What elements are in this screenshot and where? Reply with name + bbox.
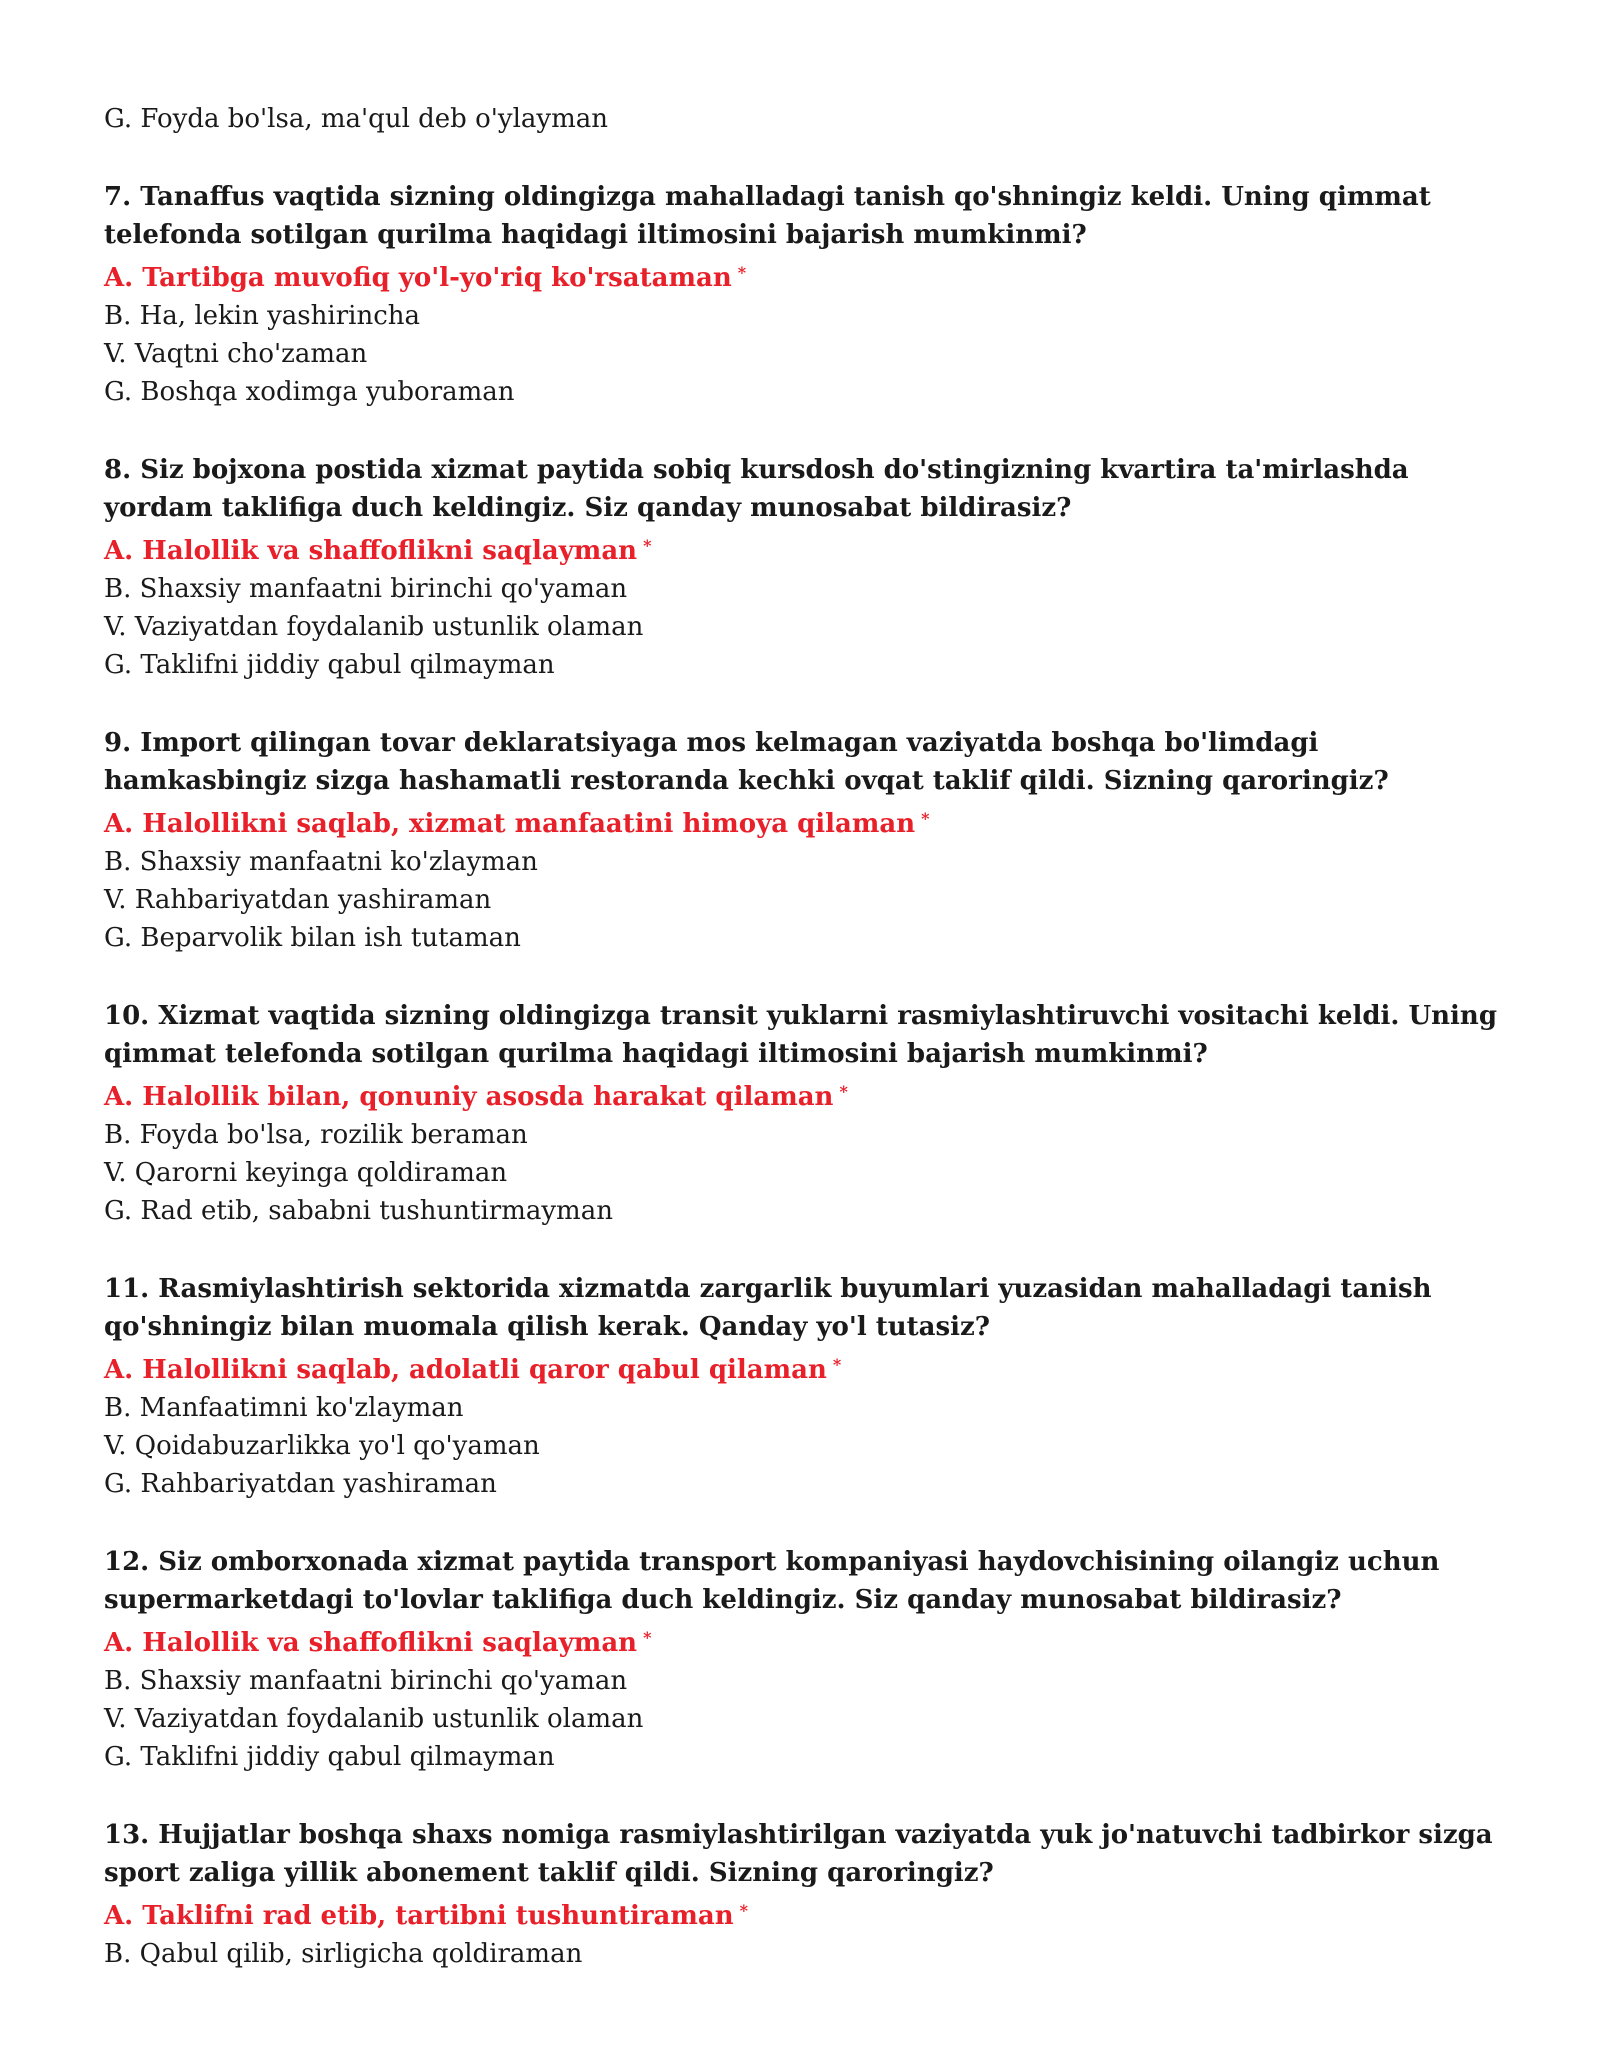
- question-block: [104, 1543, 1524, 1776]
- answer-option: B. Manfaatimni ko'zlayman: [104, 1393, 464, 1423]
- answer-option: G. Taklifni jiddiy qabul qilmayman: [104, 650, 555, 680]
- question-block: [104, 1270, 1524, 1503]
- correct-answer-text: A. Halollik va shaffoflikni saqlayman: [104, 1628, 638, 1658]
- correct-answer-text: A. Tartibga muvofiq yo'l-yo'riq ko'rsataman: [104, 263, 732, 293]
- question-text: 11. Rasmiylashtirish sektorida xizmatda zargarlik buyumlari yuzasidan mahalladagi tanish qo'shningiz bilan muomala qilish kerak. Qanday yo'l tutasiz?: [104, 1274, 1432, 1342]
- correct-answer-text: A. Halollikni saqlab, xizmat manfaatini himoya qilaman: [104, 809, 916, 839]
- answer-option: V. Vaqtni cho'zaman: [104, 339, 368, 369]
- question-block: [104, 1816, 1524, 1973]
- correct-answer: [104, 254, 1524, 297]
- question-text: 8. Siz bojxona postida xizmat paytida sobiq kursdosh do'stingizning kvartira ta'mirlashda yordam taklifiga duch keldingiz. Siz qanday munosabat bildirasiz?: [104, 455, 1409, 523]
- answer-option: G. Rahbariyatdan yashiraman: [104, 1469, 497, 1499]
- correct-marker-icon: *: [737, 263, 747, 282]
- question-text: 9. Import qilingan tovar deklaratsiyaga mos kelmagan vaziyatda boshqa bo'limdagi hamkasbingiz sizga hashamatli restoranda kechki ovqat taklif qildi. Sizning qaroringiz?: [104, 728, 1389, 796]
- correct-answer: [104, 1619, 1524, 1662]
- correct-answer: [104, 1346, 1524, 1389]
- correct-answer: [104, 1892, 1524, 1935]
- answer-option: V. Vaziyatdan foydalanib ustunlik olaman: [104, 612, 644, 642]
- correct-answer-text: A. Taklifni rad etib, tartibni tushuntiraman: [104, 1901, 734, 1931]
- answer-option: G. Beparvolik bilan ish tutaman: [104, 923, 521, 953]
- correct-marker-icon: *: [839, 1082, 848, 1101]
- leading-option: G. Foyda bo'lsa, ma'qul deb o'ylayman: [104, 104, 608, 134]
- question-block: [104, 724, 1524, 957]
- question-text: 7. Tanaffus vaqtida sizning oldingizga mahalladagi tanish qo'shningiz keldi. Uning qimmat telefonda sotilgan qurilma haqidagi iltimosini bajarish mumkinmi?: [104, 182, 1431, 250]
- answer-option: B. Shaxsiy manfaatni birinchi qo'yaman: [104, 574, 628, 604]
- correct-answer-text: A. Halollik va shaffoflikni saqlayman: [104, 536, 638, 566]
- answer-option: B. Shaxsiy manfaatni birinchi qo'yaman: [104, 1666, 628, 1696]
- answer-option: B. Ha, lekin yashirincha: [104, 301, 421, 331]
- question-list: [104, 178, 1524, 1973]
- correct-marker-icon: *: [739, 1901, 749, 1920]
- correct-answer: [104, 1073, 1524, 1116]
- question-block: [104, 178, 1524, 411]
- question-text: 10. Xizmat vaqtida sizning oldingizga transit yuklarni rasmiylashtiruvchi vositachi keldi. Uning qimmat telefonda sotilgan qurilma haqidagi iltimosini bajarish mumkinmi?: [104, 1001, 1498, 1069]
- document-page: [104, 100, 1524, 1973]
- answer-option: B. Qabul qilib, sirligicha qoldiraman: [104, 1939, 583, 1969]
- answer-option: G. Boshqa xodimga yuboraman: [104, 377, 515, 407]
- correct-marker-icon: *: [643, 536, 652, 555]
- answer-option: V. Qoidabuzarlikka yo'l qo'yaman: [104, 1431, 540, 1461]
- correct-marker-icon: *: [921, 809, 930, 828]
- question-block: [104, 451, 1524, 684]
- correct-marker-icon: *: [832, 1355, 842, 1374]
- answer-option: V. Qarorni keyinga qoldiraman: [104, 1158, 508, 1188]
- answer-option: V. Vaziyatdan foydalanib ustunlik olaman: [104, 1704, 644, 1734]
- answer-option: B. Foyda bo'lsa, rozilik beraman: [104, 1120, 528, 1150]
- correct-answer-text: A. Halollik bilan, qonuniy asosda harakat qilaman: [104, 1082, 834, 1112]
- correct-answer: [104, 800, 1524, 843]
- question-block: [104, 997, 1524, 1230]
- answer-option: G. Taklifni jiddiy qabul qilmayman: [104, 1742, 555, 1772]
- question-text: 12. Siz omborxonada xizmat paytida transport kompaniyasi haydovchisining oilangiz uchun supermarketdagi to'lovlar taklifiga duch keldingiz. Siz qanday munosabat bildirasiz?: [104, 1547, 1440, 1615]
- correct-answer-text: A. Halollikni saqlab, adolatli qaror qabul qilaman: [104, 1355, 827, 1385]
- answer-option: V. Rahbariyatdan yashiraman: [104, 885, 492, 915]
- answer-option: G. Rad etib, sababni tushuntirmayman: [104, 1196, 613, 1226]
- answer-option: B. Shaxsiy manfaatni ko'zlayman: [104, 847, 538, 877]
- question-text: 13. Hujjatlar boshqa shaxs nomiga rasmiylashtirilgan vaziyatda yuk jo'natuvchi tadbirkor sizga sport zaliga yillik abonement taklif qildi. Sizning qaroringiz?: [104, 1820, 1493, 1888]
- correct-answer: [104, 527, 1524, 570]
- correct-marker-icon: *: [643, 1628, 652, 1647]
